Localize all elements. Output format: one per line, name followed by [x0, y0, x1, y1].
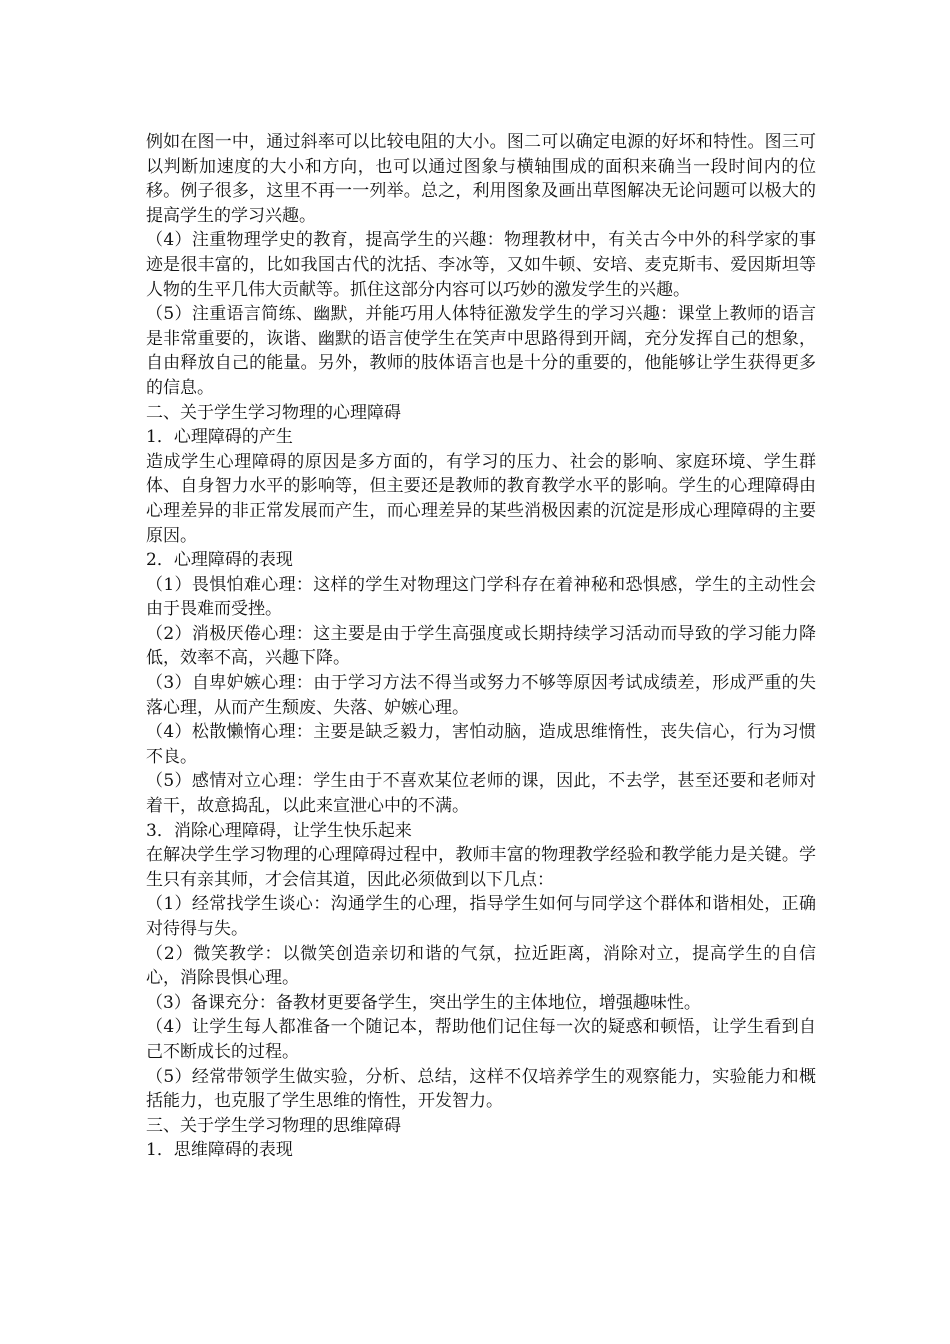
list-item-opposition: （5）感情对立心理：学生由于不喜欢某位老师的课，因此，不去学，甚至还要和老师对着干，故意捣乱，以此来宣泄心中的不满。 — [146, 771, 816, 817]
paragraph-remove-intro: 在解决学生学习物理的心理障碍过程中，教师丰富的物理教学经验和教学能力是关键。学生只有亲其师，才会信其道，因此必须做到以下几点： — [146, 845, 816, 890]
section-heading-psychological-barriers: 二、关于学生学习物理的心理障碍 — [146, 402, 401, 423]
list-item-prepare: （3）备课充分：备教材更要备学生，突出学生的主体地位，增强趣味性。 — [146, 992, 701, 1013]
list-item-weariness: （2）消极厌倦心理：这主要是由于学生高强度或长期持续学习活动而导致的学习能力降低，效率不高，兴趣下降。 — [146, 623, 816, 669]
list-item-experiments: （5）经常带领学生做实验，分析、总结，这样不仅培养学生的观察能力，实验能力和概括能力，也克服了学生思维的惰性，开发智力。 — [146, 1066, 816, 1112]
list-item-talk: （1）经常找学生谈心：沟通学生的心理，指导学生如何与同学这个群体和谐相处，正确对待得与失。 — [146, 894, 816, 939]
list-item-smile: （2）微笑教学：以微笑创造亲切和谐的气氛，拉近距离，消除对立，提高学生的自信心，消除畏惧心理。 — [146, 943, 816, 989]
section-heading-thinking-barriers: 三、关于学生学习物理的思维障碍 — [146, 1115, 401, 1136]
paragraph-teacher-language: （5）注重语言简练、幽默，并能巧用人体特征激发学生的学习兴趣：课堂上教师的语言是非常重要的，诙谐、幽默的语言使学生在笑声中思路得到开阔，充分发挥自己的想象，自由释放自己的能量。另外，教师的肢体语言也是十分的重要的，他能够让学生获得更多的信息。 — [146, 304, 816, 398]
paragraph-physics-history: （4）注重物理学史的教育，提高学生的兴趣：物理教材中，有关古今中外的科学家的事迹是很丰富的，比如我国古代的沈括、李冰等，又如牛顿、安培、麦克斯韦、爱因斯坦等人物的生平几伟大贡献等。抓住这部分内容可以巧妙的激发学生的兴趣。 — [146, 230, 816, 300]
list-item-laziness: （4）松散懒惰心理：主要是缺乏毅力，害怕动脑，造成思维惰性，丧失信心，行为习惯不良。 — [146, 722, 816, 767]
list-item-notebook: （4）让学生每人都准备一个随记本，帮助他们记住每一次的疑惑和顿悟，让学生看到自己不断成长的过程。 — [146, 1017, 816, 1062]
subheading-thinking-symptoms: 1．思维障碍的表现 — [146, 1140, 293, 1161]
subheading-barrier-origin: 1．心理障碍的产生 — [146, 427, 293, 448]
subheading-barrier-symptoms: 2．心理障碍的表现 — [146, 550, 293, 571]
paragraph-barrier-causes: 造成学生心理障碍的原因是多方面的，有学习的压力、社会的影响、家庭环境、学生群体、自身智力水平的影响等，但主要还是教师的教育教学水平的影响。学生的心理障碍由心理差异的非正常发展而产生，而心理差异的某些消极因素的沉淀是形成心理障碍的主要原因。 — [146, 451, 816, 546]
list-item-fear: （1）畏惧怕难心理：这样的学生对物理这门学科存在着神秘和恐惧感，学生的主动性会由于畏难而受挫。 — [146, 574, 816, 620]
list-item-inferiority: （3）自卑妒嫉心理：由于学习方法不得当或努力不够等原因考试成绩差，形成严重的失落心理，从而产生颓废、失落、妒嫉心理。 — [146, 673, 816, 718]
document-body — [146, 130, 816, 1163]
subheading-remove-barriers: 3．消除心理障碍，让学生快乐起来 — [146, 820, 412, 841]
paragraph-graph-examples: 例如在图一中，通过斜率可以比较电阻的大小。图二可以确定电源的好坏和特性。图三可以判断加速度的大小和方向，也可以通过图象与横轴围成的面积来确当一段时间内的位移。例子很多，这里不再一一列举。总之，利用图象及画出草图解决无论问题可以极大的提高学生的学习兴趣。 — [146, 132, 816, 226]
